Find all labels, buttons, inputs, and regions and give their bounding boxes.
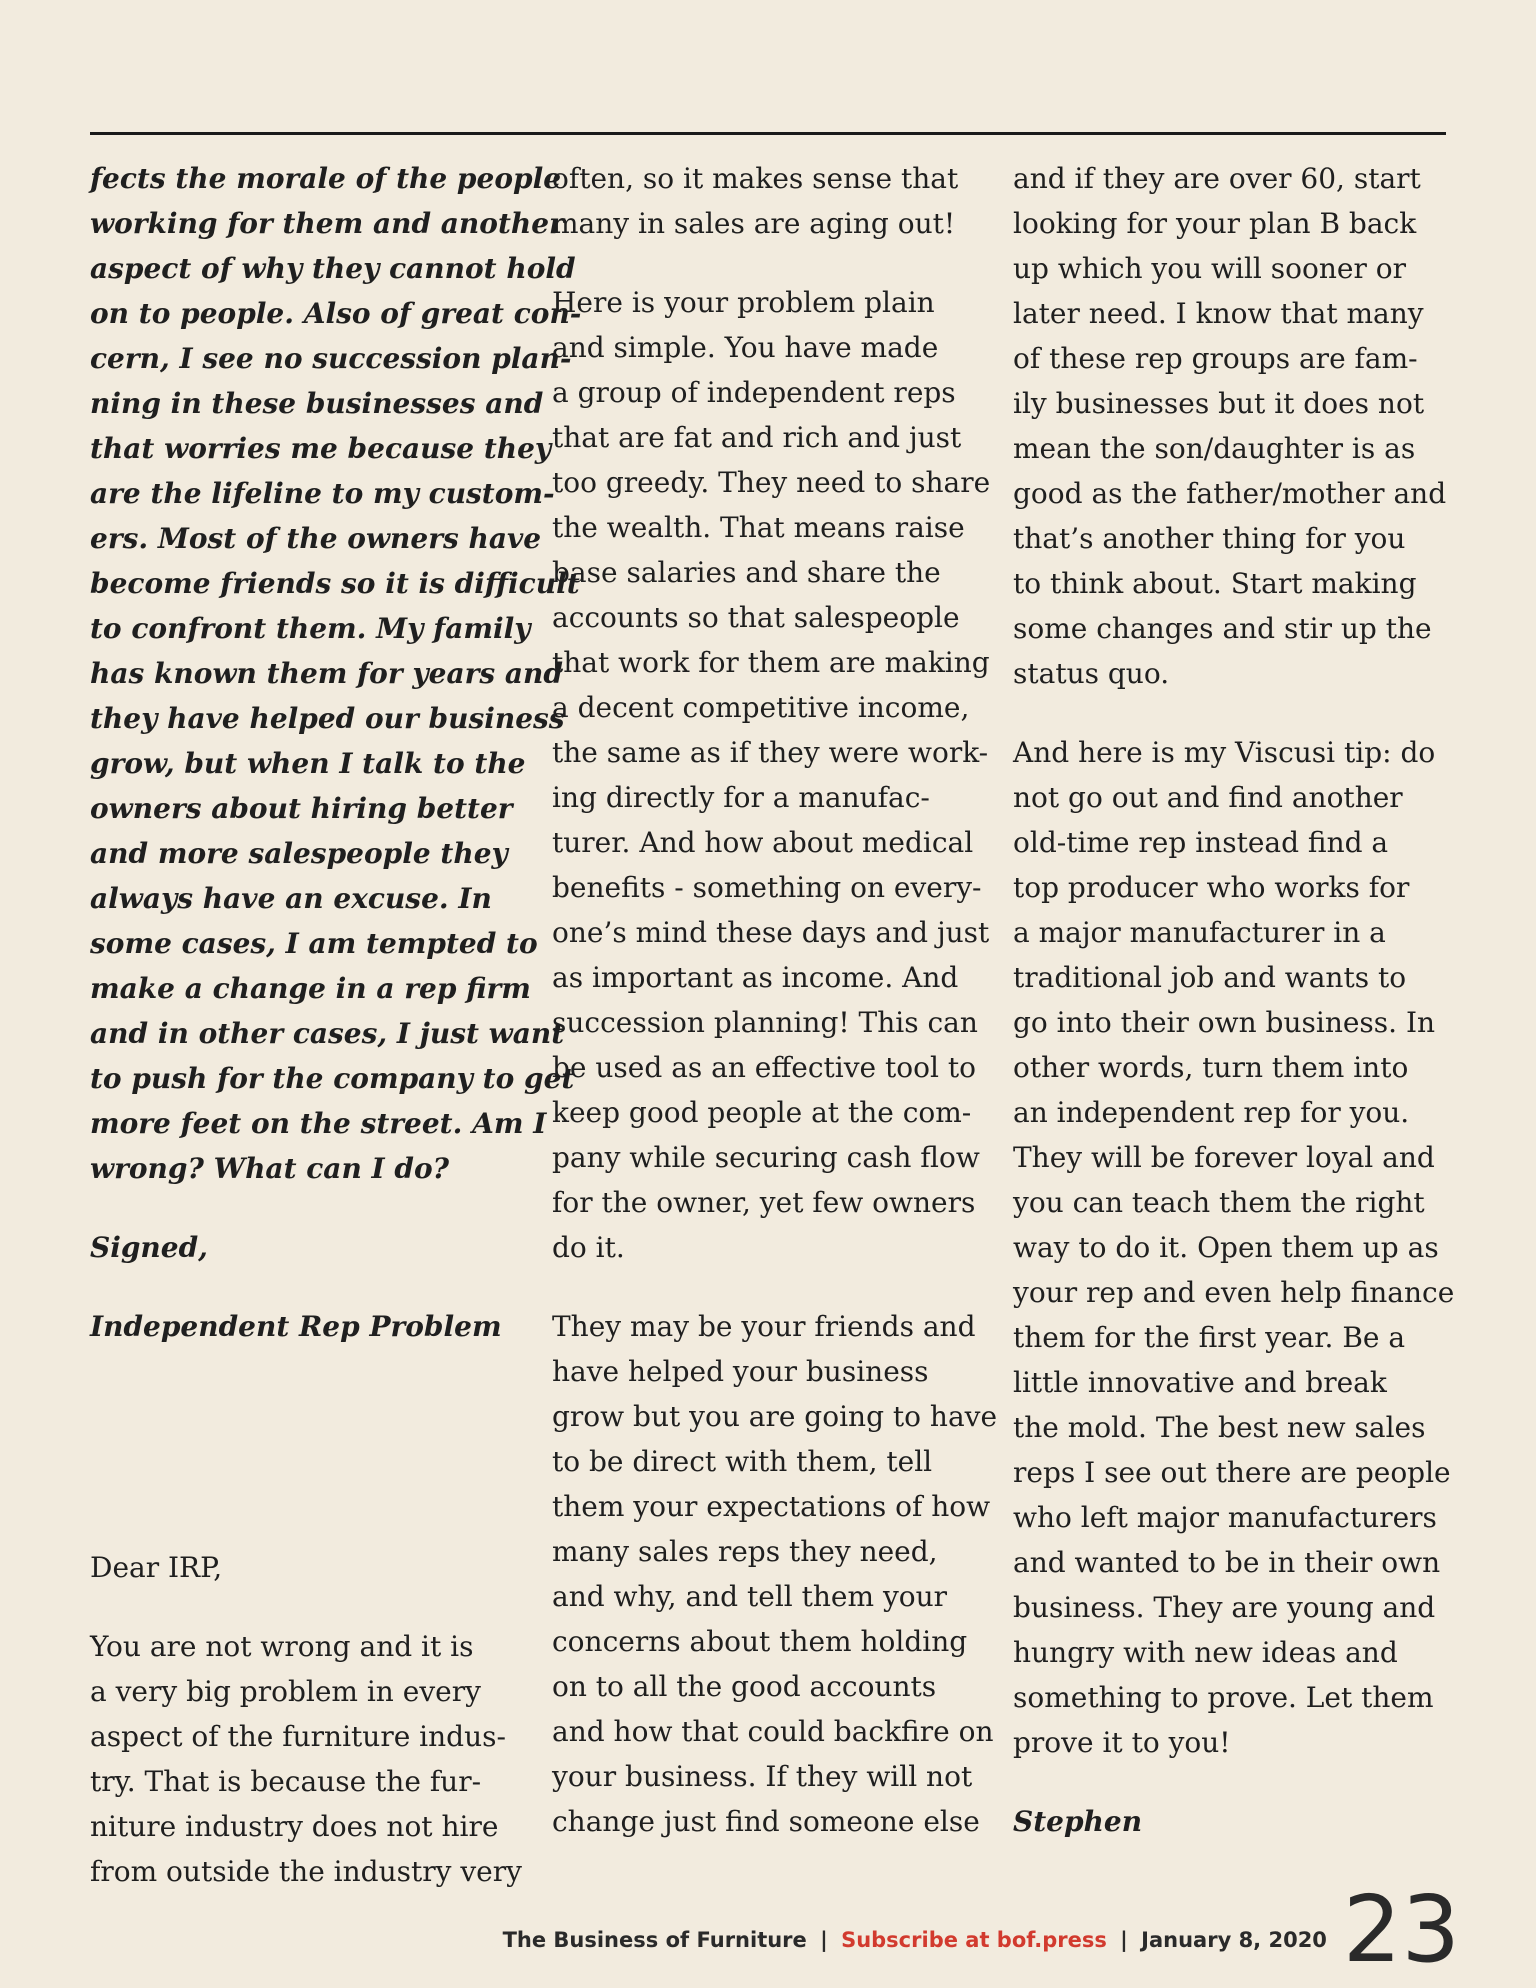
page-number: 23 [1342, 1876, 1460, 1983]
text-line: and in other cases, I just want [90, 1017, 565, 1050]
text-line: status quo. [1013, 657, 1170, 690]
text-line: reps I see out there are people [1013, 1456, 1451, 1489]
text-line: a group of independent reps [552, 376, 956, 409]
text-line: change just find someone else [552, 1805, 980, 1838]
text-line: many sales reps they need, [552, 1535, 938, 1568]
text-line: some changes and stir up the [1013, 612, 1432, 645]
letter-text [90, 156, 582, 1191]
footer-text [503, 1928, 1327, 1952]
column-3 [1013, 156, 1455, 1878]
text-line: and why, and tell them your [552, 1580, 948, 1613]
text-line: base salaries and share the [552, 556, 941, 589]
text-line: as important as income. And [552, 961, 959, 994]
text-line: to push for the company to get [90, 1062, 575, 1095]
text-line: aspect of the furniture indus- [90, 1720, 506, 1753]
text-line: that are fat and rich and just [552, 421, 962, 454]
text-line: ily businesses but it does not [1013, 387, 1425, 420]
text-line: business. They are young and [1013, 1591, 1436, 1624]
text-line: on to people. Also of great con- [90, 297, 582, 330]
text-line: good as the father/mother and [1013, 477, 1447, 510]
text-line: an independent rep for you. [1013, 1096, 1410, 1129]
text-line: them for the first year. Be a [1013, 1321, 1406, 1354]
text-line: aspect of why they cannot hold [90, 252, 576, 285]
text-line: for the owner, yet few owners [552, 1186, 976, 1219]
paragraph [552, 1304, 998, 1844]
page-footer [502, 1876, 1460, 1983]
text-line: that worries me because they [90, 432, 552, 465]
text-line: not go out and find another [1013, 781, 1403, 814]
text-line: accounts so that salespeople [552, 601, 960, 634]
text-line: to be direct with them, tell [552, 1445, 933, 1478]
text-line: to confront them. My family [90, 612, 531, 645]
paragraph [1013, 730, 1455, 1765]
text-line: benefits - something on every- [552, 871, 982, 904]
text-line: prove it to you! [1013, 1726, 1231, 1759]
text-line: something to prove. Let them [1013, 1681, 1434, 1714]
text-line: They may be your friends and [552, 1310, 976, 1343]
text-line: wrong? What can I do? [90, 1152, 450, 1185]
text-line: grow but you are going to have [552, 1400, 998, 1433]
text-line: has known them for years and [90, 657, 563, 690]
text-line: your business. If they will not [552, 1760, 973, 1793]
text-line: pany while securing cash flow [552, 1141, 980, 1174]
text-line: later need. I know that many [1013, 297, 1424, 330]
text-line: always have an excuse. In [90, 882, 492, 915]
letter-signature: Independent Rep Problem [90, 1310, 502, 1343]
text-line: the wealth. That means raise [552, 511, 965, 544]
text-line: keep good people at the com- [552, 1096, 972, 1129]
text-line: a major manufacturer in a [1013, 916, 1386, 949]
signed-label: Signed, [90, 1231, 208, 1264]
text-line: be used as an effective tool to [552, 1051, 976, 1084]
text-line: up which you will sooner or [1013, 252, 1406, 285]
text-line: who left major manufacturers [1013, 1501, 1437, 1534]
text-line: niture industry does not hire [90, 1810, 499, 1843]
text-line: grow, but when I talk to the [90, 747, 526, 780]
text-line: that’s another thing for you [1013, 522, 1406, 555]
text-line: Here is your problem plain [552, 286, 935, 319]
text-line: old-time rep instead find a [1013, 826, 1389, 859]
text-line: them your expectations of how [552, 1490, 991, 1523]
text-line: you can teach them the right [1013, 1186, 1425, 1219]
text-line: and simple. You have made [552, 331, 939, 364]
column-2 [552, 156, 998, 1878]
text-line: cern, I see no succession plan- [90, 342, 572, 375]
text-line: owners about hiring better [90, 792, 513, 825]
text-line: on to all the good accounts [552, 1670, 937, 1703]
text-line: to think about. Start making [1013, 567, 1417, 600]
publication-name: The Business of Furniture [502, 1928, 807, 1952]
text-line: and how that could backfire on [552, 1715, 994, 1748]
paragraph [1013, 156, 1447, 696]
reply-paragraph [90, 1624, 520, 1894]
text-line: make a change in a rep firm [90, 972, 531, 1005]
paragraph [552, 156, 982, 246]
text-line: They will be forever loyal and [1013, 1141, 1435, 1174]
text-line: ing directly for a manufac- [552, 781, 930, 814]
text-line: a very big problem in every [90, 1675, 481, 1708]
text-line: go into their own business. In [1013, 1006, 1436, 1039]
text-line: your rep and even help finance [1013, 1276, 1455, 1309]
text-line: hungry with new ideas and [1013, 1636, 1398, 1669]
text-line: a decent competitive income, [552, 691, 970, 724]
text-line: some cases, I am tempted to [90, 927, 538, 960]
text-line: from outside the industry very [90, 1855, 522, 1888]
paragraph [552, 280, 991, 1270]
top-rule [90, 132, 1446, 135]
text-line: one’s mind these days and just [552, 916, 990, 949]
text-line: and wanted to be in their own [1013, 1546, 1441, 1579]
footer-separator: | [1120, 1928, 1128, 1952]
text-line: ning in these businesses and [90, 387, 544, 420]
text-line: looking for your plan B back [1013, 207, 1417, 240]
text-line: way to do it. Open them up as [1013, 1231, 1439, 1264]
footer-separator: | [820, 1928, 828, 1952]
text-line: more feet on the street. Am I [90, 1107, 547, 1140]
text-line: the same as if they were work- [552, 736, 989, 769]
text-line: top producer who works for [1013, 871, 1410, 904]
issue-date: January 8, 2020 [1141, 1928, 1327, 1952]
text-line: and if they are over 60, start [1013, 162, 1421, 195]
column-1 [90, 156, 582, 1928]
text-line: become friends so it is difficult [90, 567, 580, 600]
text-line: And here is my Viscusi tip: do [1013, 736, 1436, 769]
text-line: the mold. The best new sales [1013, 1411, 1426, 1444]
text-line: ers. Most of the owners have [90, 522, 542, 555]
text-line: little innovative and break [1013, 1366, 1387, 1399]
text-line: that work for them are making [552, 646, 990, 679]
text-line: and more salespeople they [90, 837, 508, 870]
text-line: other words, turn them into [1013, 1051, 1409, 1084]
text-line: concerns about them holding [552, 1625, 968, 1658]
text-line: turer. And how about medical [552, 826, 974, 859]
text-line: working for them and another [90, 207, 564, 240]
text-line: try. That is because the fur- [90, 1765, 482, 1798]
text-line: fects the morale of the people [90, 162, 562, 195]
text-line: succession planning! This can [552, 1006, 978, 1039]
text-line: You are not wrong and it is [90, 1630, 474, 1663]
text-line: often, so it makes sense that [552, 162, 959, 195]
salutation: Dear IRP, [90, 1551, 223, 1584]
text-line: they have helped our business [90, 702, 565, 735]
subscribe-link[interactable]: Subscribe at bof.press [841, 1928, 1107, 1952]
text-line: traditional job and wants to [1013, 961, 1407, 994]
text-line: many in sales are aging out! [552, 207, 956, 240]
text-line: are the lifeline to my custom- [90, 477, 555, 510]
author-signature: Stephen [1013, 1805, 1143, 1838]
text-line: mean the son/daughter is as [1013, 432, 1416, 465]
text-line: have helped your business [552, 1355, 929, 1388]
text-line: too greedy. They need to share [552, 466, 991, 499]
text-line: of these rep groups are fam- [1013, 342, 1418, 375]
text-line: do it. [552, 1231, 625, 1264]
